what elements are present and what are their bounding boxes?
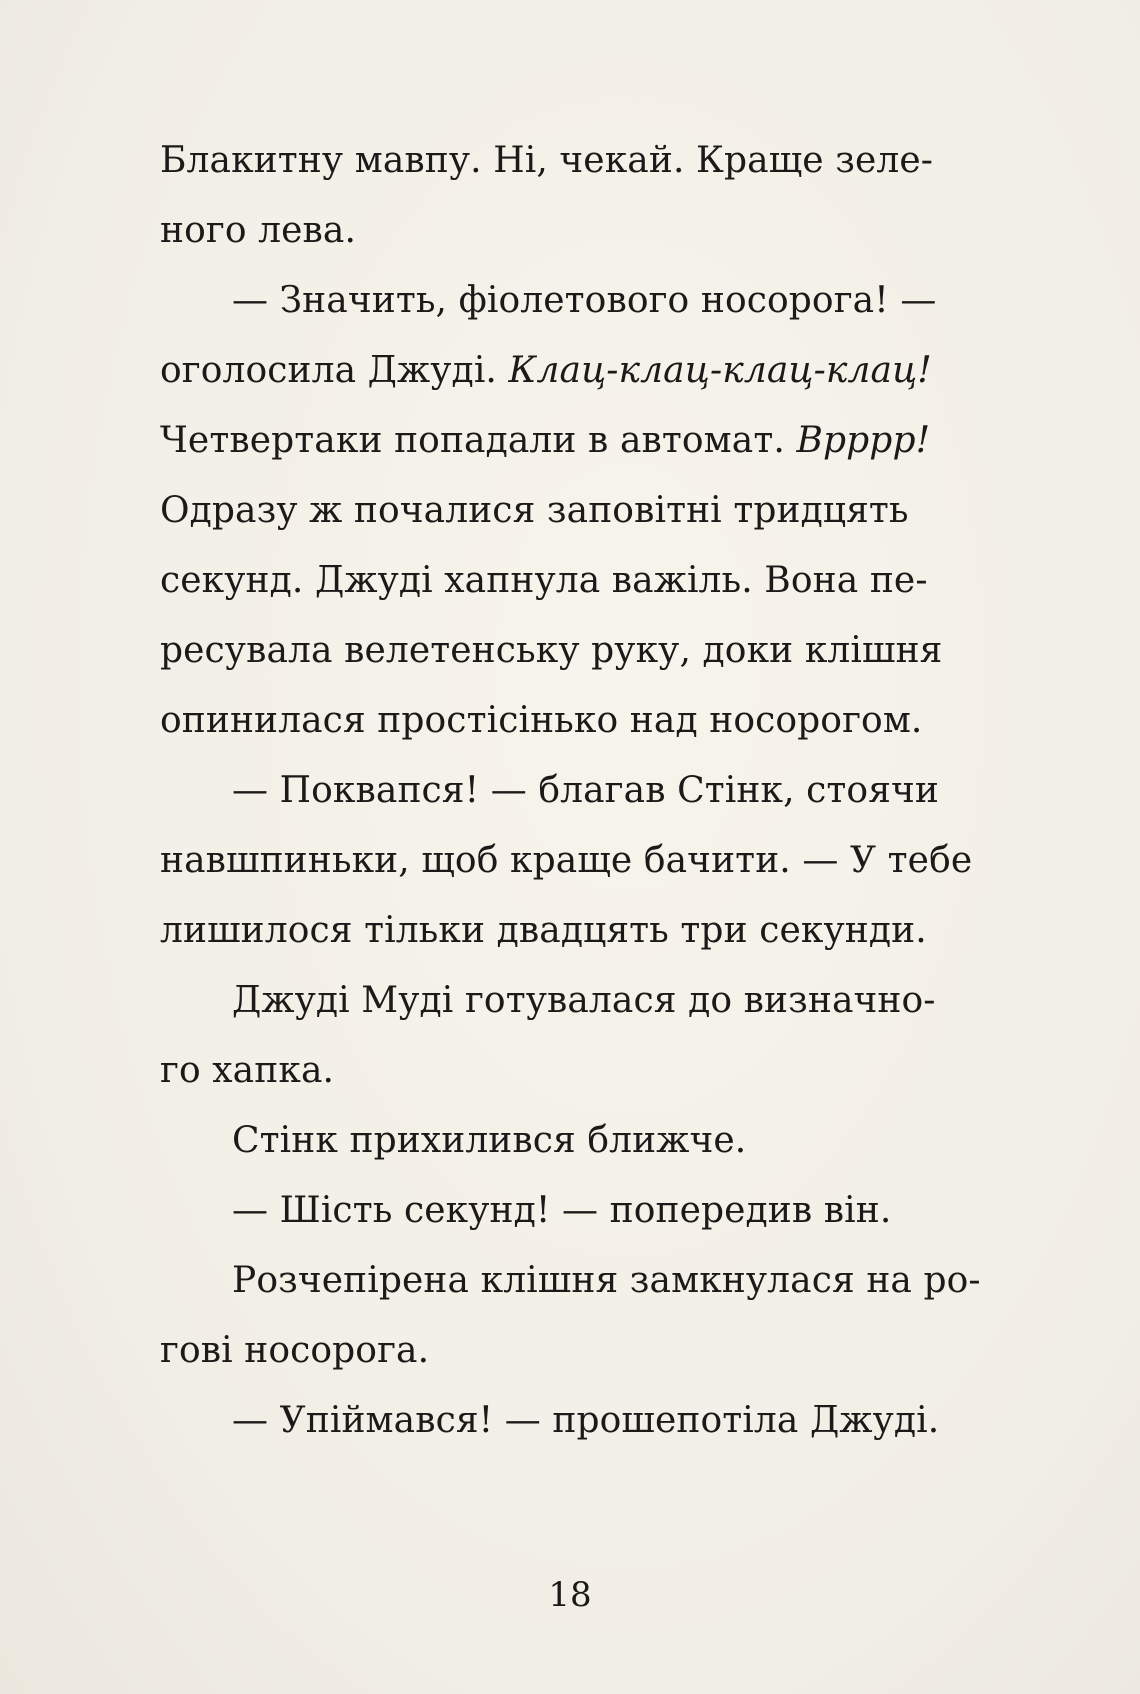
text-line: опинилася простісінько над носорогом. — [160, 700, 923, 741]
text-line: — Значить, фіолетового носорога! — — [232, 280, 937, 321]
text-line: ного лева. — [160, 210, 356, 251]
text-line: Четвертаки попадали в автомат. Врррр! — [160, 420, 931, 461]
sound-effect: Врррр! — [796, 420, 931, 461]
text-line: Розчепірена клішня замкнулася на ро- — [232, 1260, 981, 1301]
text-line: — Шість секунд! — попередив він. — [232, 1190, 892, 1231]
text-line: го хапка. — [160, 1050, 335, 1091]
text-line: Джуді Муді готувалася до визначно- — [232, 980, 936, 1021]
text-line: секунд. Джуді хапнула важіль. Вона пе- — [160, 560, 928, 601]
text-line: Стінк прихилився ближче. — [232, 1120, 747, 1161]
text-line: лишилося тільки двадцять три секунди. — [160, 910, 927, 951]
page-number: 18 — [548, 1575, 592, 1615]
text-line: навшпиньки, щоб краще бачити. — У тебе — [160, 840, 973, 881]
text-line: оголосила Джуді. Клац-клац-клац-клац! — [160, 350, 932, 391]
sound-effect: Клац-клац-клац-клац! — [508, 350, 932, 391]
text-line: — Поквапся! — благав Стінк, стоячи — [232, 770, 940, 811]
text-line: гові носорога. — [160, 1330, 430, 1371]
text-line: Одразу ж почалися заповітні тридцять — [160, 490, 909, 531]
text-line: — Упіймався! — прошепотіла Джуді. — [232, 1400, 940, 1441]
text-line: Блакитну мавпу. Ні, чекай. Краще зеле- — [160, 140, 934, 181]
text-line: ресувала велетенську руку, доки клішня — [160, 630, 943, 671]
